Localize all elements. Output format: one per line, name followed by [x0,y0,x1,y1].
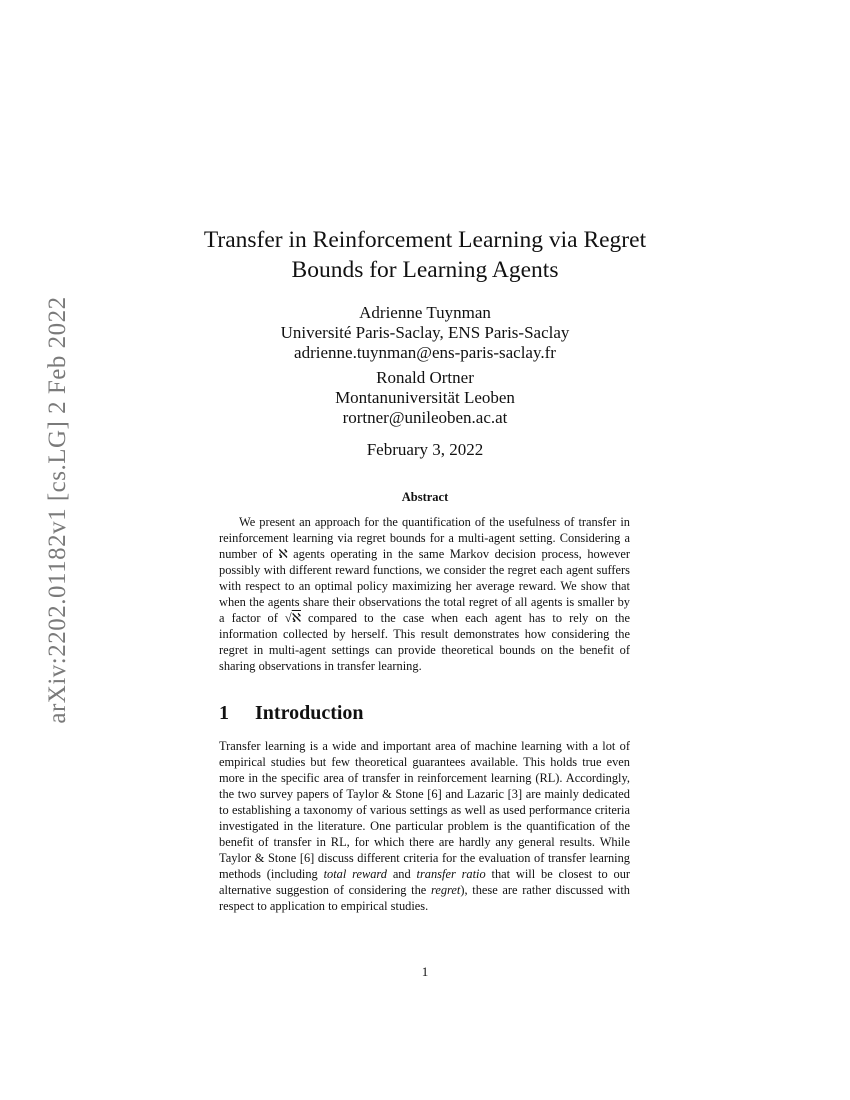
abstract-heading: Abstract [401,490,449,504]
author-affiliation: Montanuniversität Leoben [335,388,515,407]
author-block-1 [175,303,675,363]
title-line-2: Bounds for Learning Agents [291,257,559,283]
intro-text-4: ), these are rather discussed with respect to application to empirical studies. [219,883,630,913]
author-email: rortner@unileoben.ac.at [342,408,508,427]
section-number: 1 [219,702,229,724]
paper-title [175,225,675,285]
page-number: 1 [421,964,429,979]
emphasis-total-reward: total reward [323,867,387,881]
author-block-2 [175,368,675,428]
intro-text-2: and [392,867,411,881]
abstract-text-part-1: We present an approach for the quantification of the usefulness of transfer in reinforcement learning via regret bounds for a multi-agent setting. Considering a number of ℵ agents operating in the same Markov decision process, however possibly with different reward functions, we consider the regret each agent suffers with respect to an optimal policy maximizing her average reward. We show that when the agents share their observations the total regret of all agents is smaller by a factor of [219,515,630,625]
abstract-text [219,514,630,674]
emphasis-regret: regret [430,883,461,897]
intro-text-3: that will be closest to our alternative suggestion of considering the [219,867,631,897]
intro-paragraph [219,738,630,914]
author-affiliation: Université Paris-Saclay, ENS Paris-Saclay [280,323,570,342]
author-email: adrienne.tuynman@ens-paris-saclay.fr [294,343,556,362]
arxiv-stamp: arXiv:2202.01182v1 [cs.LG] 2 Feb 2022 [44,296,71,724]
emphasis-transfer-ratio: transfer ratio [416,867,486,881]
author-name: Adrienne Tuynman [359,303,491,322]
title-line-1: Transfer in Reinforcement Learning via Regret [203,227,647,253]
abstract-text-part-2: compared to the case when each agent has to rely on the information collected by herself. This result demonstrates how considering the regret in multi-agent settings can provide theoretical bounds on the benefit of sharing observations in transfer learning. [219,611,630,673]
intro-text-1: Transfer learning is a wide and important area of machine learning with a lot of empirical studies but few theoretical guarantees available. This holds true even more in the specific area of transfer in reinforcement learning (RL). Accordingly, the two survey papers of Taylor & Stone [6] and Lazaric [3] are mainly dedicated to establishing a taxonomy of various settings as well as used performance criteria investigated in the literature. One particular problem is the quantification of the benefit of transfer in RL, for which there are hardly any general results. While Taylor & Stone [6] discuss different criteria for the evaluation of transfer learning methods (including [219,739,630,881]
section-title: Introduction [255,702,364,724]
section-heading [219,702,364,725]
sqrt-argument: ℵ [291,611,301,625]
paper-date: February 3, 2022 [366,440,484,459]
sqrt-symbol: √ [284,611,292,625]
author-name: Ronald Ortner [376,368,474,387]
